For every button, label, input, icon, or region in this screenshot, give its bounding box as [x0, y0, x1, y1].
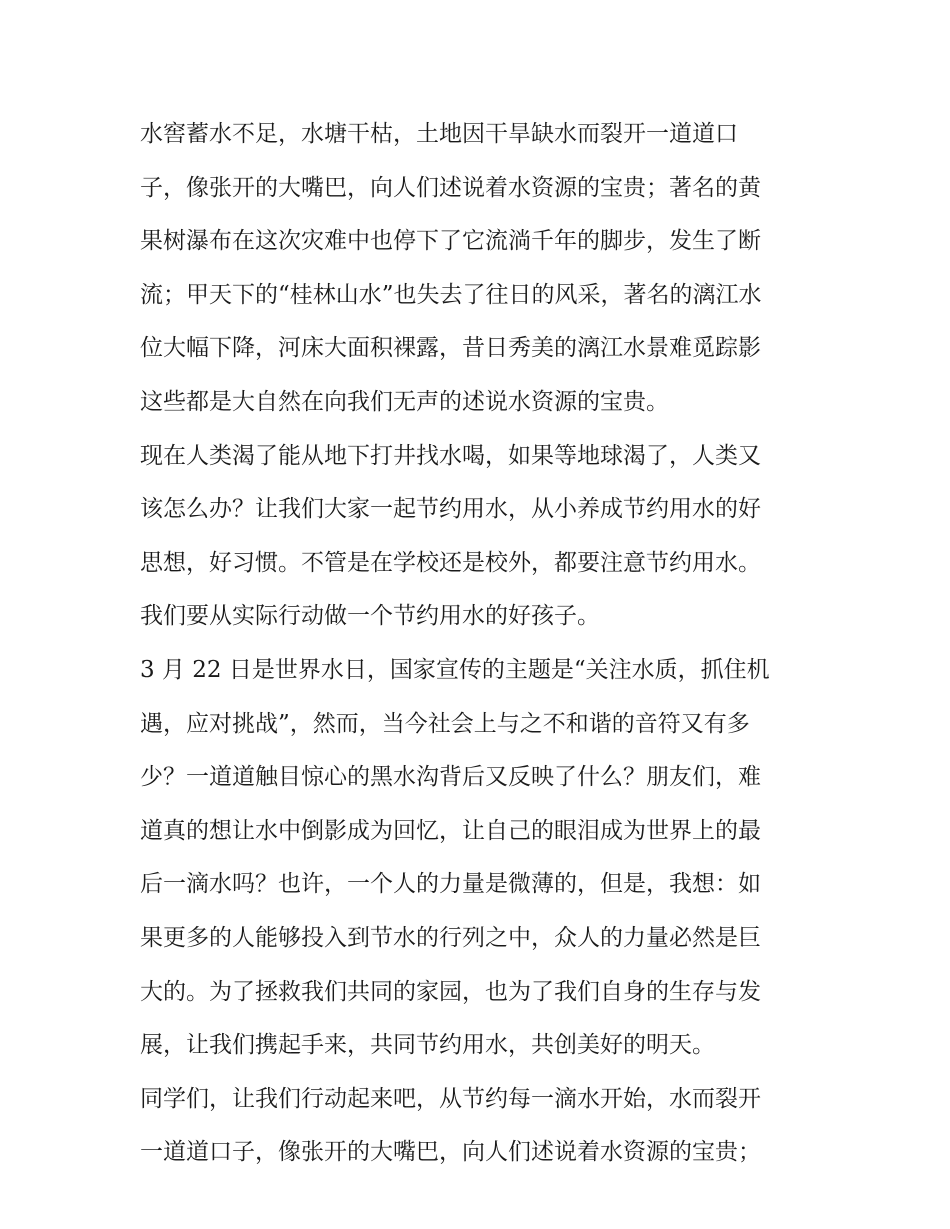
text-line: 少？一道道触目惊心的黑水沟背后又反映了什么？朋友们，难	[140, 764, 761, 791]
text-line: 3 月 22 日是世界水日，国家宣传的主题是“关注水质，抓住机	[140, 656, 770, 683]
text-line: 该怎么办？让我们大家一起节约用水，从小养成节约用水的好	[140, 496, 761, 523]
text-line: 流；甲天下的“桂林山水”也失去了往日的风采，著名的漓江水	[140, 281, 762, 308]
text-line: 位大幅下降，河床大面积裸露，昔日秀美的漓江水景难觅踪影	[140, 335, 761, 362]
text-line: 道真的想让水中倒影成为回忆，让自己的眼泪成为世界上的最	[140, 817, 761, 844]
text-line: 水窖蓄水不足，水塘干枯，土地因干旱缺水而裂开一道道口	[140, 121, 738, 147]
text-line: 果更多的人能够投入到节水的行列之中，众人的力量必然是巨	[140, 924, 761, 951]
document-body-text	[140, 108, 820, 1180]
text-line: 一道道口子，像张开的大嘴巴，向人们述说着水资源的宝贵；	[140, 1139, 761, 1166]
text-line: 果树瀑布在这次灾难中也停下了它流淌千年的脚步，发生了断	[140, 228, 761, 255]
text-line: 遇，应对挑战”，然而，当今社会上与之不和谐的音符又有多	[140, 710, 750, 737]
text-line: 这些都是大自然在向我们无声的述说水资源的宝贵。	[140, 388, 669, 415]
text-line: 大的。为了拯救我们共同的家园，也为了我们自身的生存与发	[140, 978, 761, 1005]
text-line: 同学们，让我们行动起来吧，从节约每一滴水开始，水而裂开	[140, 1085, 761, 1112]
text-line: 思想，好习惯。不管是在学校还是校外，都要注意节约用水。	[140, 549, 761, 576]
text-line: 现在人类渴了能从地下打井找水喝，如果等地球渴了，人类又	[140, 442, 761, 469]
text-line: 展，让我们携起手来，共同节约用水，共创美好的明天。	[140, 1032, 715, 1059]
text-line: 我们要从实际行动做一个节约用水的好孩子。	[140, 603, 600, 630]
text-line: 子，像张开的大嘴巴，向人们述说着水资源的宝贵；著名的黄	[140, 174, 761, 201]
text-line: 后一滴水吗？也许，一个人的力量是微薄的，但是，我想：如	[140, 871, 761, 898]
